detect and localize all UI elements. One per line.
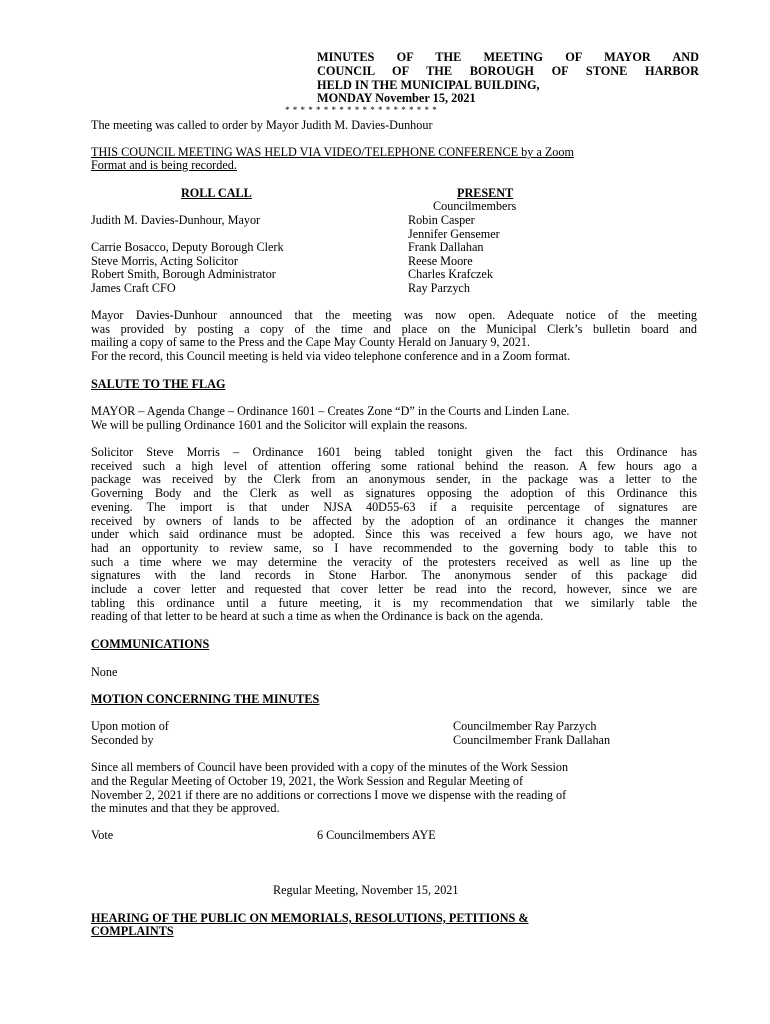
hearing-heading-line-2: COMPLAINTS [91, 924, 174, 938]
paragraph-line: For the record, this Council meeting is held via video telephone conference and in a Zoom format. [91, 349, 571, 364]
paragraph-line: tabling this ordinance until a future meeting, it is my recommendation that we similarly table the [91, 595, 697, 610]
paragraph-line: such a time where we may determine the veracity of the protesters received as well as line up the [91, 554, 697, 569]
roll-call-mayor: Judith M. Davies-Dunhour, Mayor [91, 213, 261, 227]
present-member: Charles Krafczek [408, 267, 493, 281]
present-heading: PRESENT [457, 186, 514, 200]
roll-call-official: Robert Smith, Borough Administrator [91, 267, 276, 281]
paragraph-line: package was received by the Clerk from an anonymous sender, in the package was a letter to the [91, 472, 697, 487]
paragraph-line: under which said ordinance must be adopted. Since this was received a few hours ago, we have not [91, 527, 697, 542]
vote-label: Vote [91, 828, 114, 842]
hearing-heading-line-1: HEARING OF THE PUBLIC ON MEMORIALS, RESOLUTIONS, PETITIONS & [91, 911, 529, 925]
call-to-order: The meeting was called to order by Mayor Judith M. Davies-Dunhour [91, 118, 433, 132]
motion-label: Upon motion of [91, 719, 169, 733]
paragraph-line: include a cover letter and requested that cover letter be read into the record, however, since we are [91, 582, 697, 597]
present-member: Jennifer Gensemer [408, 227, 500, 241]
vote-value: 6 Councilmembers AYE [317, 828, 436, 842]
paragraph-line: We will be pulling Ordinance 1601 and the Solicitor will explain the reasons. [91, 417, 468, 432]
conference-note-line-1: THIS COUNCIL MEETING WAS HELD VIA VIDEO/TELEPHONE CONFERENCE by a Zoom [91, 145, 574, 159]
roll-call-official: Steve Morris, Acting Solicitor [91, 254, 238, 268]
page-footer: Regular Meeting, November 15, 2021 [273, 883, 459, 897]
title-line: MONDAY November 15, 2021 [317, 91, 476, 106]
paragraph-line: evening. The import is that under NJSA 40D55-63 if a requisite percentage of signatures are [91, 499, 697, 514]
paragraph-line: received by owners of lands to be affected by the adoption of an ordinance it changes the manner [91, 513, 697, 528]
paragraph-line: reading of that letter to be heard at such a time as when the Ordinance is back on the agenda. [91, 609, 544, 624]
present-subheading: Councilmembers [433, 199, 517, 213]
title-line: MINUTES OF THE MEETING OF MAYOR AND [317, 50, 699, 64]
solicitor-paragraph [91, 446, 697, 624]
title-separator: * * * * * * * * * * * * * * * * * * * * [285, 105, 438, 115]
paragraph-line: mailing a copy of same to the Press and the Cape May County Herald on January 9, 2021. [91, 335, 530, 350]
second-label: Seconded by [91, 733, 154, 747]
communications-heading: COMMUNICATIONS [91, 637, 210, 651]
open-meeting-paragraph [91, 309, 697, 364]
paragraph-line: Solicitor Steve Morris – Ordinance 1601 being tabled tonight given the fact this Ordinance has [91, 445, 697, 459]
roll-call-heading: ROLL CALL [181, 186, 252, 200]
paragraph-line: was provided by posting a copy of the time and place on the Municipal Clerk’s bulletin board and [91, 321, 697, 336]
title-line: COUNCIL OF THE BOROUGH OF STONE HARBOR [317, 63, 699, 78]
motion-value: Councilmember Ray Parzych [453, 719, 597, 733]
paragraph-line: November 2, 2021 if there are no additions or corrections I move we dispense with the reading of [91, 788, 567, 802]
conference-note-line-2: Format and is being recorded. [91, 158, 237, 172]
paragraph-line: received such a high level of attention offering some rational behind the reason. A few hours ago a [91, 458, 697, 473]
second-value: Councilmember Frank Dallahan [453, 733, 611, 747]
roll-call-official: James Craft CFO [91, 281, 176, 295]
present-member: Ray Parzych [408, 281, 470, 295]
present-member: Frank Dallahan [408, 240, 484, 254]
paragraph-line: MAYOR – Agenda Change – Ordinance 1601 – Creates Zone “D” in the Courts and Linden Lane. [91, 404, 570, 418]
salute-heading: SALUTE TO THE FLAG [91, 377, 226, 391]
minutes-motion-heading: MOTION CONCERNING THE MINUTES [91, 692, 320, 706]
communications-text: None [91, 665, 118, 679]
paragraph-line: the minutes and that they be approved. [91, 801, 280, 815]
mayor-agenda-paragraph [91, 405, 697, 432]
roll-call-official: Carrie Bosacco, Deputy Borough Clerk [91, 240, 284, 254]
paragraph-line: Mayor Davies-Dunhour announced that the meeting was now open. Adequate notice of the meeting [91, 308, 697, 322]
paragraph-line: had an opportunity to review same, so I have recommended to the governing body to table this to [91, 540, 697, 555]
document-title [317, 51, 699, 106]
paragraph-line: Since all members of Council have been provided with a copy of the minutes of the Work Session [91, 760, 569, 774]
paragraph-line: signatures with the land records in Stone Harbor. The anonymous sender of this package did [91, 568, 697, 583]
title-line: HELD IN THE MUNICIPAL BUILDING, [317, 77, 540, 92]
paragraph-line: Governing Body and the Clerk as well as signatures opposing the adoption of this Ordinance this [91, 486, 697, 501]
paragraph-line: and the Regular Meeting of October 19, 2021, the Work Session and Regular Meeting of [91, 774, 524, 788]
present-member: Robin Casper [408, 213, 475, 227]
present-member: Reese Moore [408, 254, 473, 268]
